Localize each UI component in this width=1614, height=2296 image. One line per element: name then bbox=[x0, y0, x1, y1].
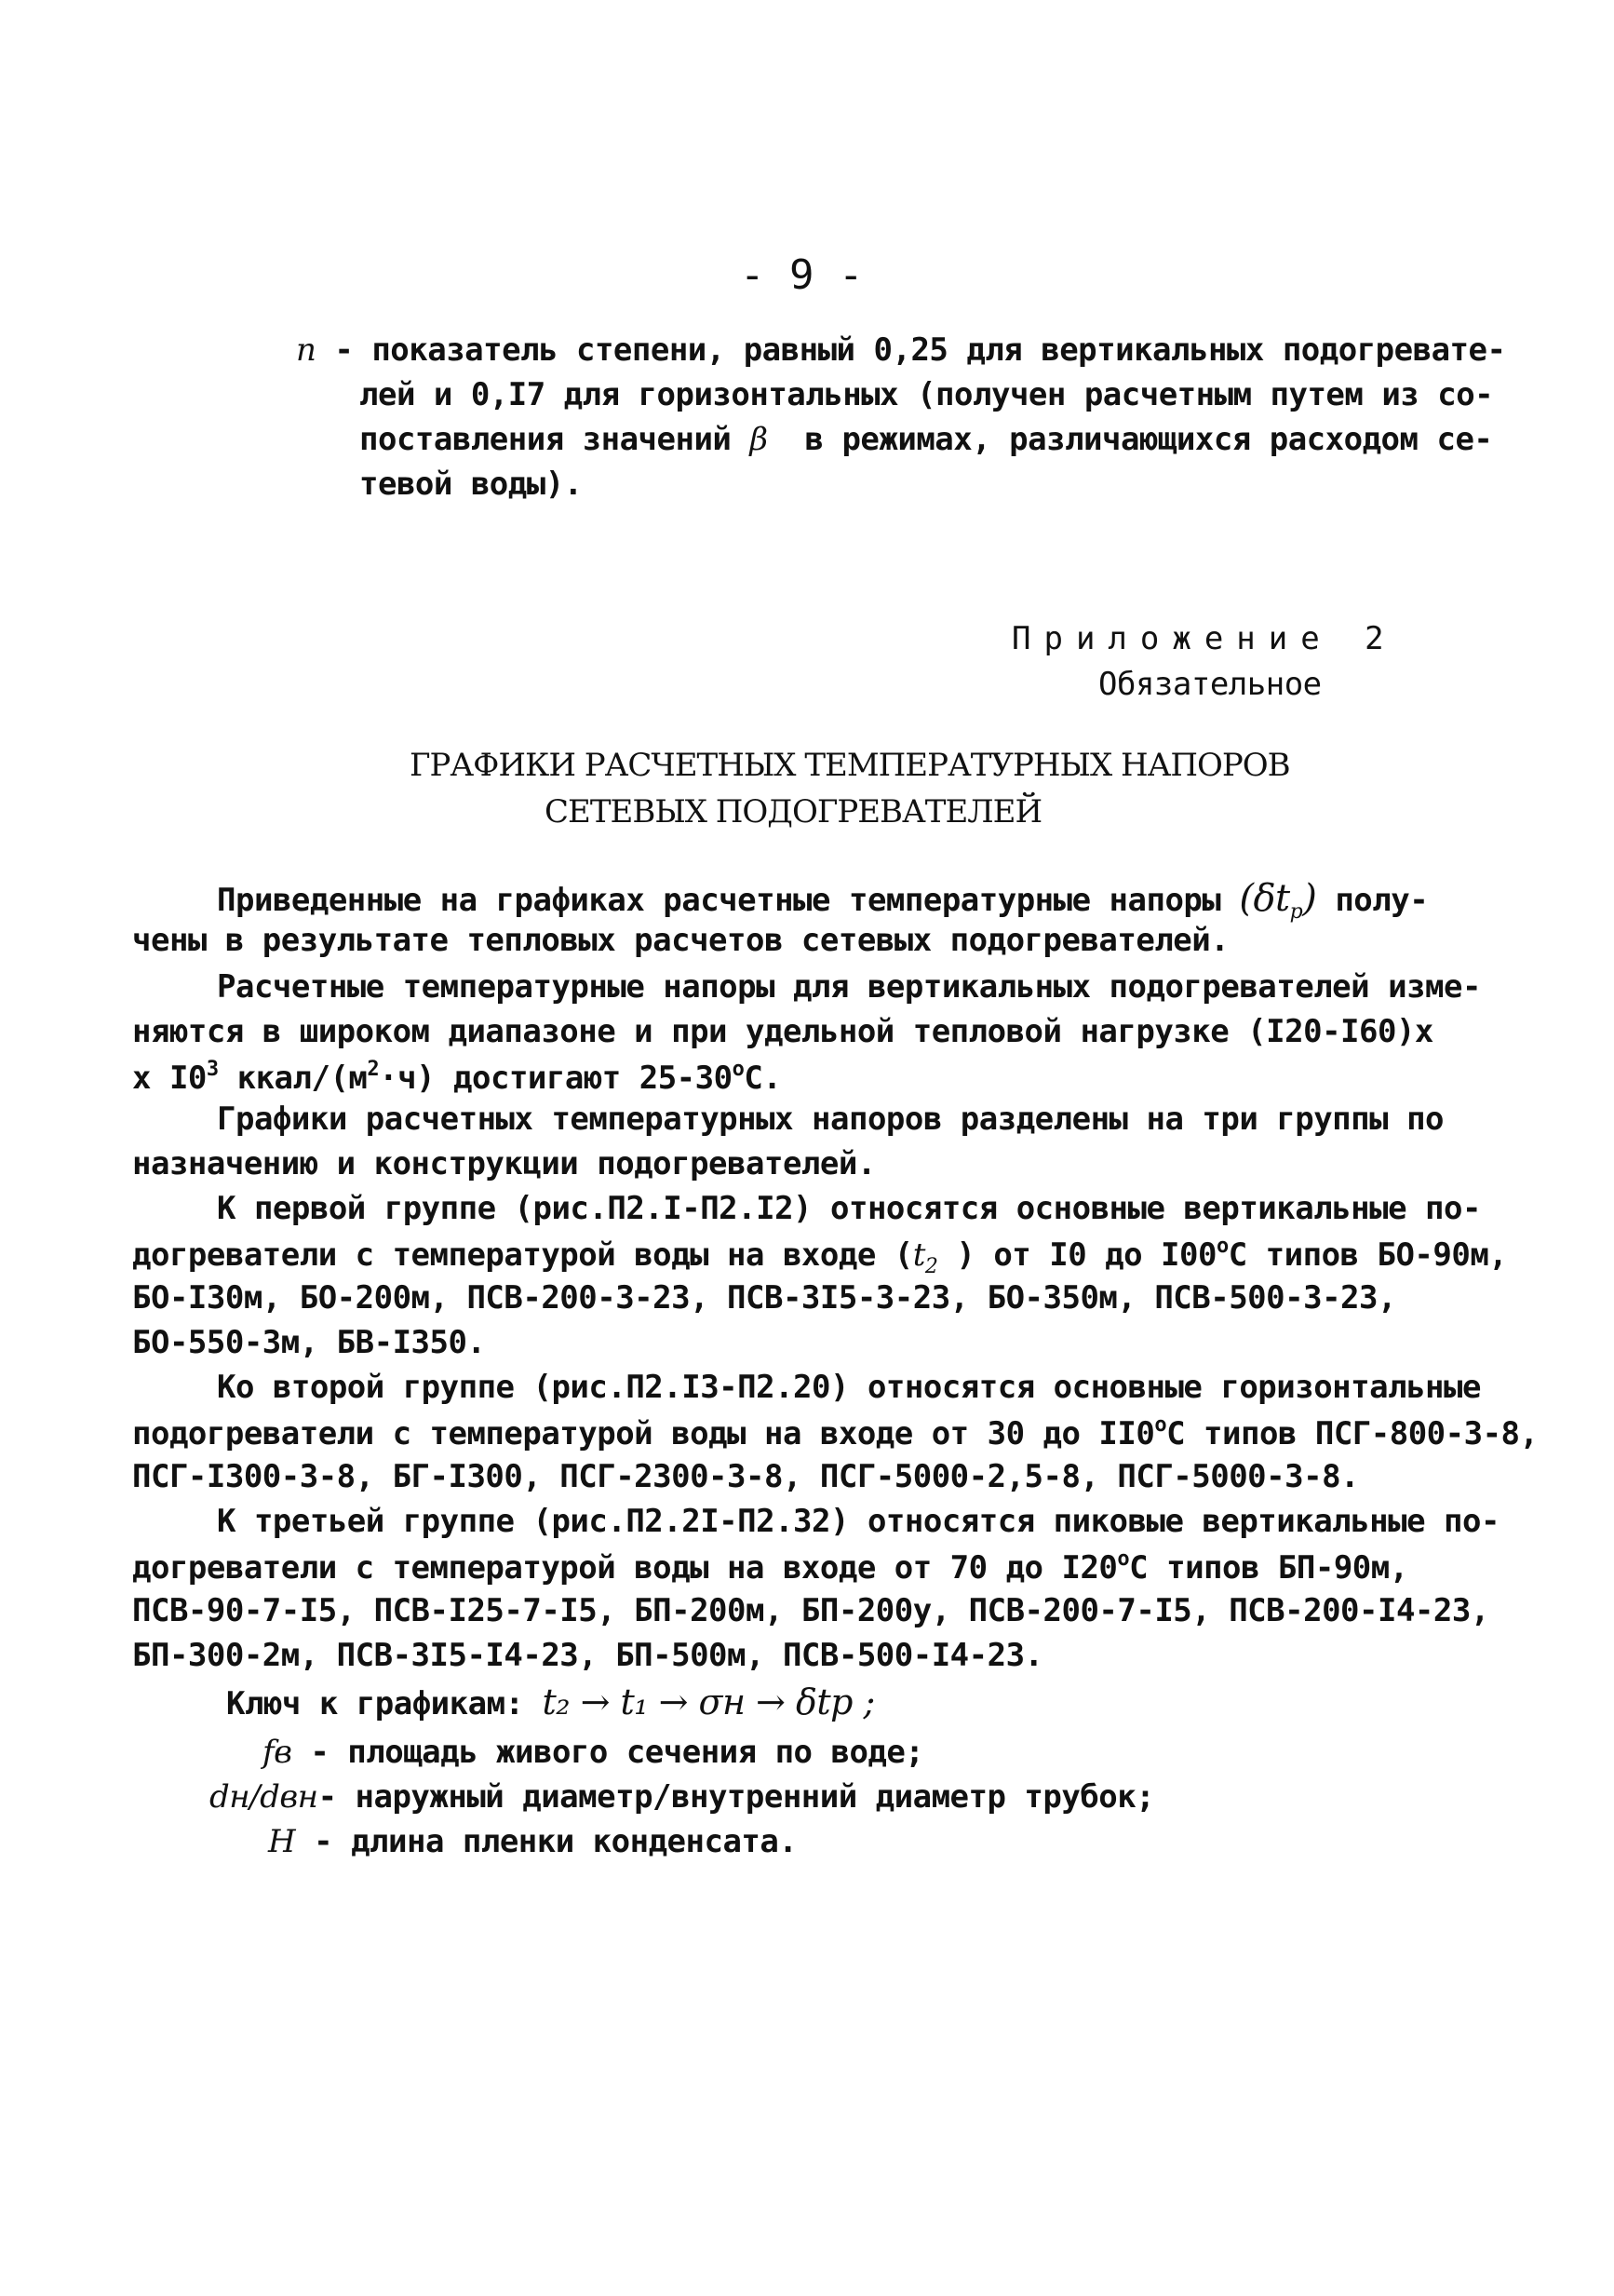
intro-line-2: лей и 0,I7 для горизонтальных (получен расчетным путем из со- bbox=[359, 376, 1494, 413]
key-item-3: H - длина пленки конденсата. bbox=[268, 1823, 798, 1860]
p5-line-1: Ко второй группе (рис.П2.I3-П2.20) относятся основные горизонтальные bbox=[217, 1369, 1481, 1406]
intro-line-3: поставления значений β в режимах, различающихся расходом се- bbox=[359, 421, 1493, 458]
key-label: Ключ к графикам: bbox=[226, 1685, 524, 1722]
p4-line-4: БО-550-3м, БВ-I350. bbox=[132, 1324, 486, 1361]
key-line bbox=[226, 1681, 875, 1722]
p2-line-2: няются в широком диапазоне и при удельной тепловой нагрузке (I20-I60)x bbox=[132, 1013, 1433, 1050]
p6-line-1: К третьей группе (рис.П2.2I-П2.32) относятся пиковые вертикальные по- bbox=[217, 1503, 1500, 1540]
intro-line-1: n - показатель степени, равный 0,25 для вертикальных подогревате- bbox=[296, 331, 1506, 369]
page-number: - 9 - bbox=[740, 251, 864, 299]
delta-t-symbol: $(\delta t_p)$ bbox=[1239, 877, 1317, 924]
appendix-status: Обязательное bbox=[1098, 666, 1322, 703]
title-line-2: СЕТЕВЫХ ПОДОГРЕВАТЕЛЕЙ bbox=[545, 793, 1042, 831]
title-line-1: ГРАФИКИ РАСЧЕТНЫХ ТЕМПЕРАТУРНЫХ НАПОРОВ bbox=[410, 747, 1290, 784]
key-item-1: fв - площадь живого сечения по воде; bbox=[262, 1734, 924, 1771]
p4-line-1: К первой группе (рис.П2.I-П2.I2) относятся основные вертикальные по- bbox=[217, 1190, 1481, 1227]
p1-line-2: чены в результате тепловых расчетов сетевых подогревателей. bbox=[132, 922, 1230, 959]
t2-symbol: $t_2$ bbox=[912, 1236, 938, 1278]
p2-line-1: Расчетные температурные напоры для вертикальных подогревателей изме- bbox=[217, 968, 1481, 1006]
key-symbol-diameters: dн/dвн bbox=[209, 1778, 318, 1816]
key-formula: t₂ → t₁ → σн → δtр ; bbox=[542, 1681, 875, 1722]
p2-line-3: x $I0^3$ ккал/$(м^2\cdot ч)$ достигают 25-30$^o$C. bbox=[132, 1058, 782, 1097]
p6-line-3: ПСВ-90-7-I5, ПСВ-I25-7-I5, БП-200м, БП-200у, ПСВ-200-7-I5, ПСВ-200-I4-23, bbox=[132, 1592, 1489, 1629]
key-item-2: dн/dвн- наружный диаметр/внутренний диаметр трубок; bbox=[209, 1778, 1155, 1816]
p4-line-2: догреватели с температурой воды на входе ($t_2$ ) от I0 до I00$^o$C типов БО-90м, bbox=[132, 1235, 1508, 1278]
key-symbol-fv: fв bbox=[262, 1734, 292, 1771]
p1-line-1: Приведенные на графиках расчетные температурные напоры $(\delta t_p)$ полу- bbox=[217, 877, 1429, 924]
n-symbol: n bbox=[296, 331, 316, 369]
p5-line-2: подогреватели с температурой воды на входе от 30 до II0$^o$C типов ПСГ-800-3-8, bbox=[132, 1413, 1539, 1452]
key-symbol-h: H bbox=[268, 1823, 296, 1860]
p4-line-3: БО-I30м, БО-200м, ПСВ-200-3-23, ПСВ-3I5-3-23, БО-350м, ПСВ-500-3-23, bbox=[132, 1279, 1396, 1317]
p6-line-2: догреватели с температурой воды на входе от 70 до I20$^o$C типов БП-90м, bbox=[132, 1547, 1408, 1587]
appendix-label: Приложение 2 bbox=[1012, 620, 1397, 657]
p3-line-2: назначению и конструкции подогревателей. bbox=[132, 1145, 876, 1182]
beta-symbol: β bbox=[749, 421, 768, 458]
p6-line-4: БП-300-2м, ПСВ-3I5-I4-23, БП-500м, ПСВ-500-I4-23. bbox=[132, 1637, 1043, 1674]
intro-line-4: тевой воды). bbox=[359, 466, 583, 503]
p5-line-3: ПСГ-I300-3-8, БГ-I300, ПСГ-2300-3-8, ПСГ-5000-2,5-8, ПСГ-5000-3-8. bbox=[132, 1458, 1360, 1495]
p3-line-1: Графики расчетных температурных напоров разделены на три группы по bbox=[217, 1101, 1445, 1138]
